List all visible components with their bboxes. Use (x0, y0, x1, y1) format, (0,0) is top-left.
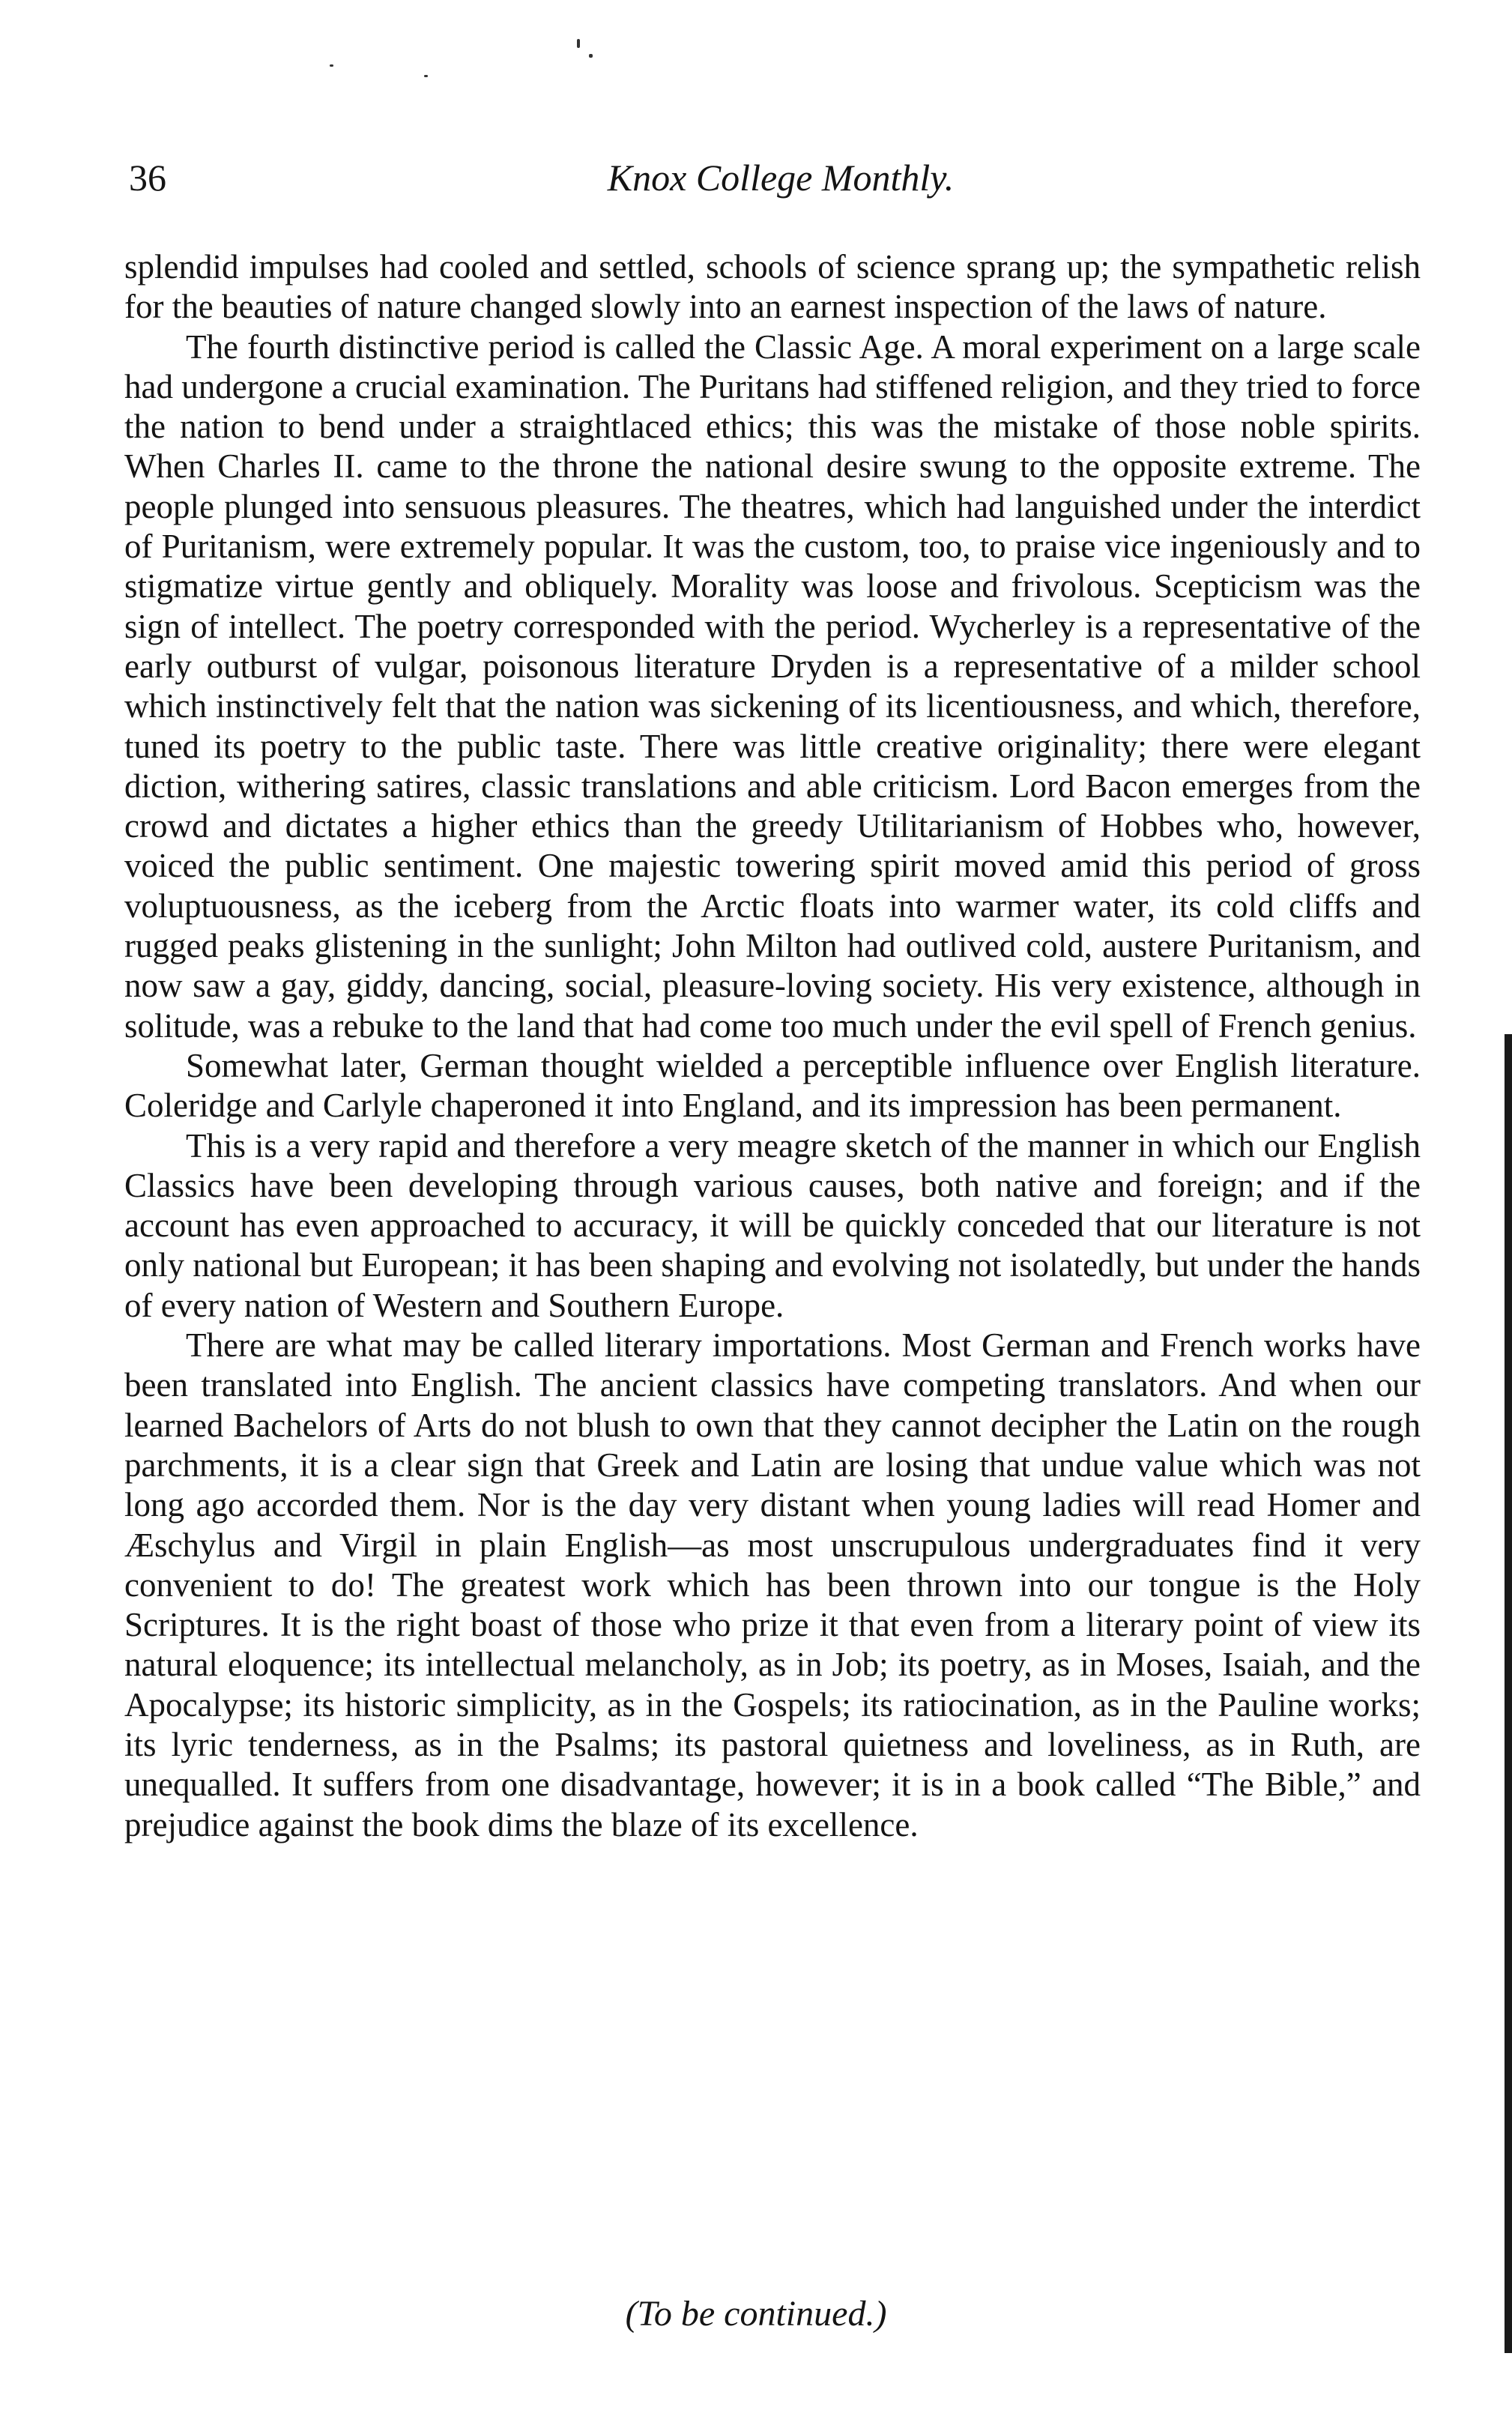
page-number: 36 (129, 157, 166, 199)
scan-speck (330, 64, 333, 67)
scan-edge-shadow (1505, 1034, 1512, 2353)
to-be-continued: (To be continued.) (625, 2294, 887, 2334)
scan-speck (577, 39, 580, 48)
journal-title: Knox College Monthly. (607, 157, 955, 199)
paragraph-sketch-summary: This is a very rapid and therefore a very meagre sketch of the manner in which our English Classics have been developing through various causes, both native and foreign; and if the account has even approached to accuracy, it will be quickly conceded that our literature is not only national but European; it has been shaping and evolving not isolatedly, but under the hands of every nation of Western and Southern Europe. (124, 1126, 1421, 1324)
paragraph-continuation: splendid impulses had cooled and settled, schools of science sprang up; the sympathetic relish for the beauties of nature changed slowly into an earnest inspection of the laws of nature. (124, 248, 1421, 326)
paragraph-classic-age: The fourth distinctive period is called the Classic Age. A moral experiment on a large scale had undergone a crucial examination. The Puritans had stiffened religion, and they tried to force the nation to bend under a straightlaced ethics; this was the mistake of those noble spirits. When Charles II. came to the throne the national desire swung to the opposite extreme. The people plunged into sensuous pleasures. The theatres, which had languished under the interdict of Puritanism, were extremely popular. It was the custom, too, to praise vice ingeniously and to stigmatize virtue gently and obliquely. Morality was loose and frivolous. Scepticism was the sign of intellect. The poetry corresponded with the period. Wycherley is a representative of the early outburst of vulgar, poisonous literature Dryden is a representative of a milder school which instinctively felt that the nation was sickening of its licentiousness, and which, therefore, tuned its poetry to the public taste. There was little creative originality; there were elegant diction, withering satires, classic translations and able criticism. Lord Bacon emerges from the crowd and dictates a higher ethics than the greedy Utilitarianism of Hobbes who, however, voiced the public sentiment. One majestic towering spirit moved amid this period of gross voluptuousness, as the iceberg from the Arctic floats into warmer water, its cold cliffs and rugged peaks glistening in the sunlight; John Milton had outlived cold, austere Puritanism, and now saw a gay, giddy, dancing, social, pleasure-loving society. His very existence, although in solitude, was a rebuke to the land that had come too much under the evil spell of French genius. (124, 327, 1421, 1045)
scan-speck (424, 75, 428, 77)
paragraph-german-thought: Somewhat later, German thought wielded a perceptible influence over English literature. Coleridge and Carlyle chaperoned it into England, and its impression has been permanent. (124, 1046, 1421, 1125)
running-head (129, 156, 1418, 208)
paragraph-literary-importations: There are what may be called literary importations. Most German and French works have been translated into English. The ancient classics have competing translators. And when our learned Bachelors of Arts do not blush to own that they cannot decipher the Latin on the rough parchments, it is a clear sign that Greek and Latin are losing that undue value which was not long ago accorded them. Nor is the day very distant when young ladies will read Homer and Æschylus and Virgil in plain English—as most unscrupulous undergraduates find it very convenient to do! The greatest work which has been thrown into our tongue is the Holy Scriptures. It is the right boast of those who prize it that even from a literary point of view its natural eloquence; its intellectual melancholy, as in Job; its poetry, as in Moses, Isaiah, and the Apocalypse; its historic simplicity, as in the Gospels; its ratiocination, as in the Pauline works; its lyric tenderness, as in the Psalms; its pastoral quietness and loveliness, as in Ruth, are unequalled. It suffers from one disadvantage, however; it is in a book called “The Bible,” and prejudice against the book dims the blaze of its excellence. (124, 1326, 1421, 1843)
article-body (124, 247, 1421, 1845)
scan-speck (589, 54, 593, 58)
